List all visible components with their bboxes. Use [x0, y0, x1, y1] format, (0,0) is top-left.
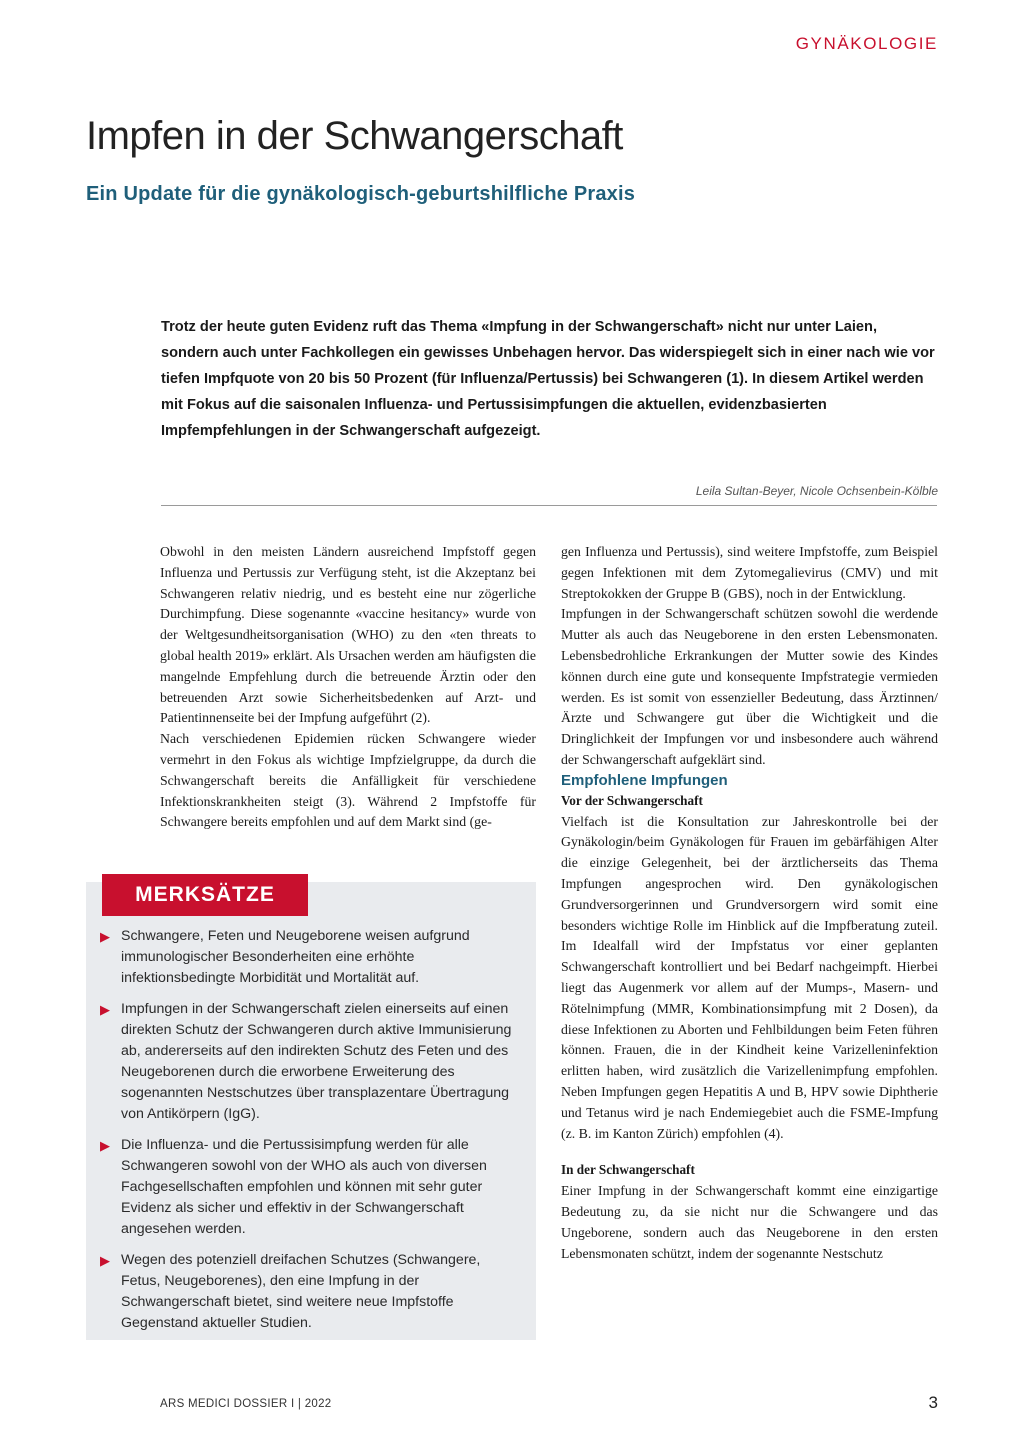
subheading-vor: Vor der Schwangerschaft — [561, 792, 703, 808]
left-column — [160, 542, 536, 833]
body-paragraph: gen Influenza und Pertussis), sind weitere Impfstoffe, zum Beispiel gegen Infektionen mit dem Zytomegalievirus (CMV) und mit Streptokokken der Gruppe B (GBS), noch in der Entwicklung. — [561, 544, 938, 601]
section-heading: Empfohlene Impfungen — [561, 771, 728, 789]
divider — [161, 505, 937, 506]
list-item-text: Impfungen in der Schwangerschaft zielen einerseits auf einen direkten Schutz der Schwangeren durch aktive Immunisierung ab, andererseits auf den indirekten Schutz des Feten und des Neugeborenen durch die erworbene Erweiterung des sogenannten Nestschutzes über transplazentare Übertragung von Antikörpern (IgG). — [121, 1001, 512, 1122]
right-column — [561, 542, 938, 1264]
journal-footer: ARS MEDICI DOSSIER I | 2022 — [160, 1398, 332, 1410]
authors: Leila Sultan-Beyer, Nicole Ochsenbein-Kölble — [695, 484, 938, 498]
triangle-arrow-right-icon: ▶ — [100, 1138, 110, 1153]
list-item — [100, 1250, 520, 1334]
merksaetze-box — [86, 882, 536, 1340]
triangle-arrow-right-icon: ▶ — [100, 1002, 110, 1017]
lead-paragraph — [161, 314, 937, 444]
list-item — [100, 926, 520, 989]
article-title: Impfen in der Schwangerschaft — [86, 114, 623, 158]
triangle-arrow-right-icon: ▶ — [100, 929, 110, 944]
list-item-text: Schwangere, Feten und Neugeborene weisen aufgrund immunologischer Besonderheiten eine erhöhte infektionsbedingte Morbidität und Mortalität auf. — [121, 928, 470, 986]
body-paragraph: Vielfach ist die Konsultation zur Jahreskontrolle bei der Gynäkologin/beim Gynäkologen für Frauen im gebärfähigen Alter die einzige Gelegenheit, bei der ärztlicherseits das Thema Impfungen angesprochen wird. Den gynäkologischen Grundversorgerinnen und Grundversorgern wird somit eine besonders wichtige Rolle im Hinblick auf die Impfberatung zuteil. Im Idealfall wird der Impfstatus vor einer geplanten Schwangerschaft kontrolliert und bei Bedarf nachgeimpft. Hierbei liegt das Augenmerk vor allem auf der Mumps-, Masern- und Rötelnimpfung (MMR, Kombinationsimpfung mit 2 Dosen), da diese Infektionen zu Aborten und Fehlbildungen beim Feten führen können. Frauen, die in der Kindheit keine Varizelleninfektion erlitten haben, wird zusätzlich die Varizellenimpfung empfohlen. Neben Impfungen gegen Hepatitis A und B, HPV sowie Diphtherie und Tetanus wird je nach Endemiegebiet auch die FSME-Impfung (z. B. im Kanton Zürich) empfohlen (4). — [561, 813, 938, 1141]
section-label: GYNÄKOLOGIE — [795, 34, 938, 53]
body-paragraph: Nach verschiedenen Epidemien rücken Schwangere wieder vermehrt in den Fokus als wichtige Impfzielgruppe, da durch die Schwangerschaft bereits die Anfälligkeit für verschiedene Infektionskrankheiten steigt (3). Während 2 Impfstoffe für Schwangere bereits empfohlen und auf dem Markt sind (ge- — [160, 731, 536, 830]
lead-text: Trotz der heute guten Evidenz ruft das Thema «Impfung in der Schwangerschaft» nicht nur unter Laien, sondern auch unter Fachkollegen ein gewisses Unbehagen hervor. Das widerspiegelt sich in einer nach wie vor tiefen Impfquote von 20 bis 50 Prozent (für Influenza/Pertussis) bei Schwangeren (1). In diesem Artikel werden mit Fokus auf die saisonalen Influenza- und Pertussisimpfungen die aktuellen, evidenzbasierten Impfempfehlungen in der Schwangerschaft aufgezeigt. — [161, 319, 935, 439]
list-item — [100, 1135, 520, 1240]
page-number: 3 — [928, 1393, 938, 1412]
body-paragraph: Impfungen in der Schwangerschaft schützen sowohl die werdende Mutter als auch das Neugeborene in den ersten Lebensmonaten. Lebensbedrohliche Erkrankungen der Mutter sowie des Kindes können durch eine gute und konsequente Impfstrategie vermieden werden. Es ist somit von essenzieller Bedeutung, dass Ärztinnen/Ärzte und Schwangere gut über die Wichtigkeit und die Dringlichkeit der Impfungen vor und insbesondere auch während der Schwangerschaft aufgeklärt sind. — [561, 606, 938, 767]
merksaetze-title: MERKSÄTZE — [102, 874, 308, 916]
article-subtitle: Ein Update für die gynäkologisch-geburtshilfliche Praxis — [86, 183, 636, 205]
merksaetze-list — [100, 926, 520, 1344]
list-item-text: Die Influenza- und die Pertussisimpfung werden für alle Schwangeren sowohl von der WHO als auch von diversen Fachgesellschaften empfohlen und können mit sehr guter Evidenz als sicher und effektiv in der Schwangerschaft angesehen werden. — [121, 1137, 487, 1237]
triangle-arrow-right-icon: ▶ — [100, 1253, 110, 1268]
subheading-in: In der Schwangerschaft — [561, 1162, 695, 1178]
body-paragraph: Einer Impfung in der Schwangerschaft kommt eine einzigartige Bedeutung zu, da sie nicht nur die Schwangere und das Ungeborene, sondern auch das Neugeborene in den ersten Lebensmonaten schützt, indem der sogenannte Nestschutz — [561, 1183, 938, 1261]
list-item — [100, 999, 520, 1125]
list-item-text: Wegen des potenziell dreifachen Schutzes (Schwangere, Fetus, Neugeborenes), den eine Impfung in der Schwangerschaft bietet, sind weitere neue Impfstoffe Gegenstand aktueller Studien. — [121, 1252, 481, 1331]
body-paragraph: Obwohl in den meisten Ländern ausreichend Impfstoff gegen Influenza und Pertussis zur Verfügung steht, ist die Akzeptanz bei Schwangeren relativ niedrig, und es besteht eine nur zögerliche Durchimpfung. Diese sogenannte «vaccine hesitancy» wurde von der Weltgesundheitsorganisation (WHO) zu den «ten threats to global health 2019» erklärt. Als Ursachen werden am häufigsten die mangelnde Empfehlung durch die betreuende Ärztin oder den betreuenden Arzt sowie Sicherheitsbedenken auf Arzt- und Patientinnenseite bei der Impfung aufgeführt (2). — [160, 544, 536, 726]
